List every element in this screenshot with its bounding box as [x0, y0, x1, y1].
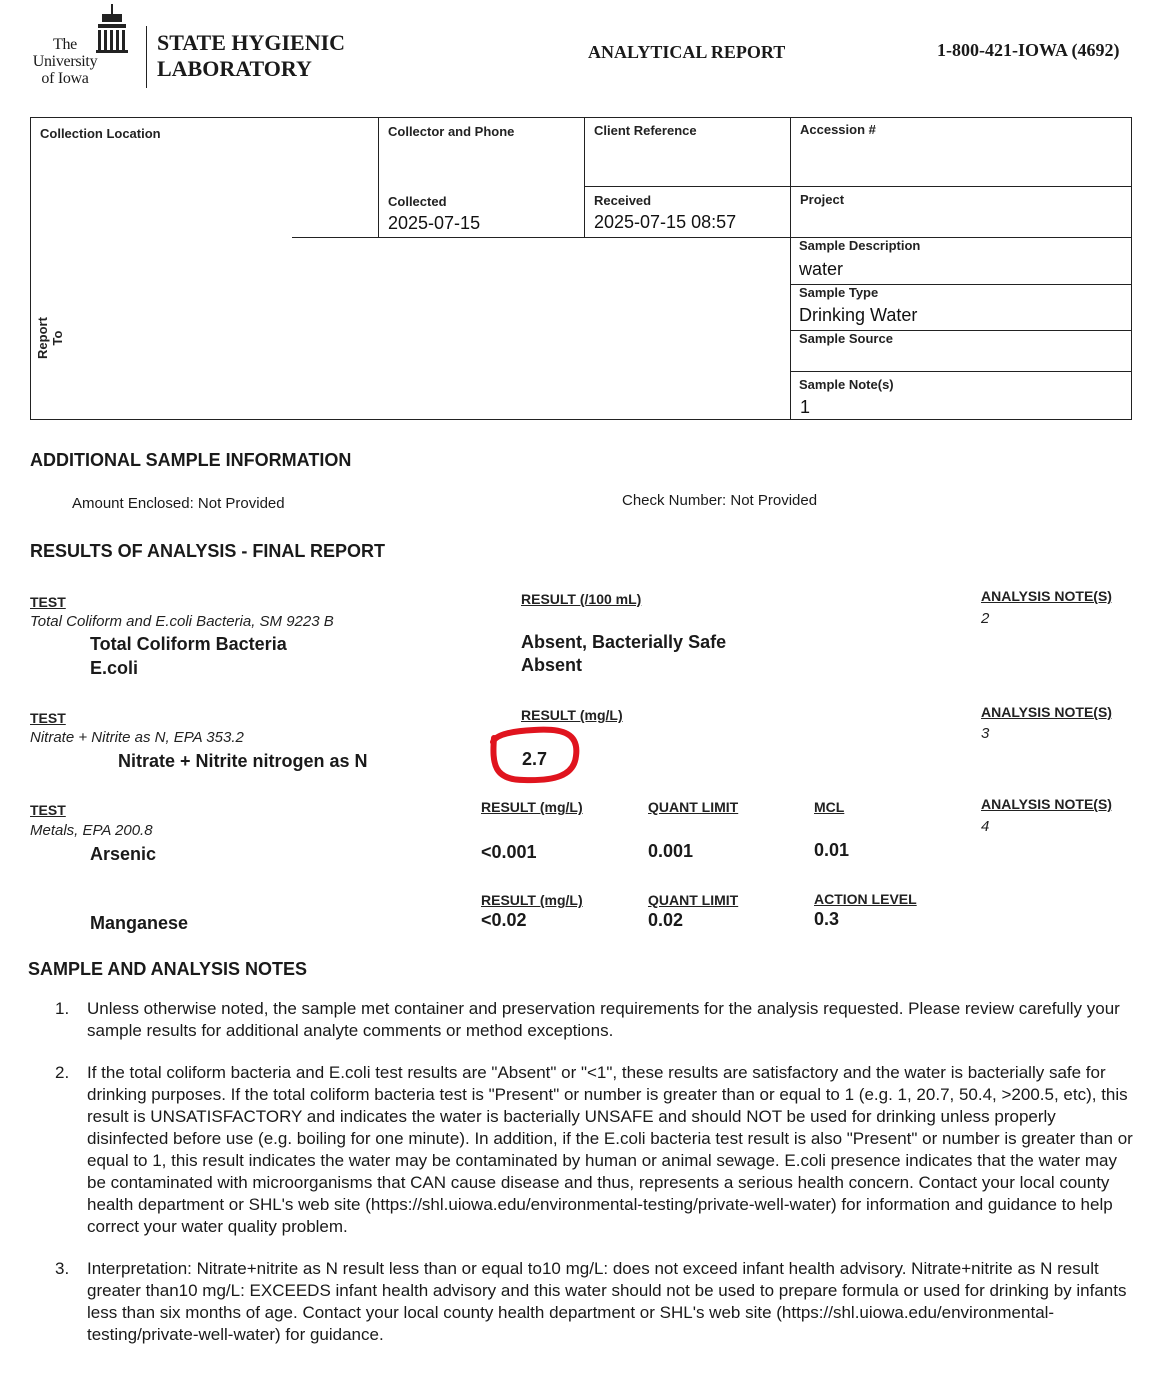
sample-description-value: water	[799, 259, 844, 279]
results-heading: RESULTS OF ANALYSIS - FINAL REPORT	[30, 541, 386, 561]
nitrate-note: 3	[981, 725, 990, 742]
sample-type-value: Drinking Water	[799, 305, 918, 325]
sample-info-box	[30, 117, 1132, 420]
coliform-notes-header: ANALYSIS NOTE(S)	[981, 588, 1112, 604]
report-title: ANALYTICAL REPORT	[588, 42, 786, 62]
note-number: 1.	[55, 999, 70, 1018]
arsenic-result: <0.001	[481, 842, 537, 862]
sample-type-label: Sample Type	[799, 285, 879, 300]
note-item	[50, 1258, 1135, 1346]
report-to-label: Report To	[35, 317, 65, 359]
coliform-analyte: Total Coliform Bacteria	[90, 634, 287, 654]
lab-phone: 1-800-421-IOWA (4692)	[937, 40, 1120, 60]
arsenic-mcl-header: MCL	[814, 799, 845, 815]
metals-notes-header: ANALYSIS NOTE(S)	[981, 796, 1112, 812]
collection-location-label: Collection Location	[40, 126, 161, 141]
nitrate-method: Nitrate + Nitrite as N, EPA 353.2	[30, 729, 244, 746]
collected-value: 2025-07-15	[388, 213, 481, 233]
coliform-test-header: TEST	[30, 594, 66, 610]
lab-name-line2: LABORATORY	[157, 56, 312, 81]
collector-phone-label: Collector and Phone	[388, 124, 515, 139]
nitrate-test-header: TEST	[30, 710, 66, 726]
project-label: Project	[800, 192, 845, 207]
metals-method: Metals, EPA 200.8	[30, 822, 153, 839]
ecoli-result: Absent	[521, 655, 583, 675]
arsenic-quant-limit: 0.001	[648, 841, 694, 861]
metals-note: 4	[981, 818, 990, 835]
coliform-result-header: RESULT (/100 mL)	[521, 591, 642, 607]
note-number: 3.	[55, 1259, 70, 1278]
check-number: Check Number: Not Provided	[622, 492, 818, 509]
note-text: If the total coliform bacteria and E.coli test results are "Absent" or "<1", these results are satisfactory and the water is bacterially safe for drinking purposes. If the total coliform bacteria test is "Present" or number is greater than or equal to 1 (e.g. 1, 20.7, 50.4, >200.5, etc), this result is UNSATISFACTORY and indicates the water is bacterially UNSAFE and should NOT be used for drinking unless properly disinfected before use (e.g. boiling for one minute). In addition, if the E.coli bacteria test result is also "Present" or number is greater than or equal to 1, this result indicates the water may be contaminated by human or animal sewage. E.coli presence indicates that the water may be contaminated with microorganisms that CAN cause disease and thus, represents a serious health concern. Contact your local county health department or SHL's web site (https://shl.uiowa.edu/environmental-testing/private-well-water) for information and guidance to help correct your water quality problem.	[87, 1063, 1133, 1236]
note-text: Unless otherwise noted, the sample met container and preservation requirements for the analysis requested. Please review carefully your sample results for additional analyte comments or method exceptions.	[87, 999, 1120, 1040]
client-reference-label: Client Reference	[594, 123, 697, 138]
arsenic-result-header: RESULT (mg/L)	[481, 799, 583, 815]
coliform-result: Absent, Bacterially Safe	[521, 632, 727, 652]
arsenic-mcl: 0.01	[814, 840, 850, 860]
received-value: 2025-07-15 08:57	[594, 212, 737, 232]
manganese-quant-header: QUANT LIMIT	[648, 892, 739, 908]
university-logo-text: The University of Iowa	[32, 36, 98, 87]
coliform-method: Total Coliform and E.coli Bacteria, SM 9223 B	[30, 613, 334, 630]
received-label: Received	[594, 193, 652, 208]
arsenic-quant-header: QUANT LIMIT	[648, 799, 739, 815]
nitrate-result-header: RESULT (mg/L)	[521, 707, 623, 723]
ecoli-analyte: E.coli	[90, 658, 139, 678]
arsenic-analyte: Arsenic	[90, 844, 157, 864]
metals-test-header: TEST	[30, 802, 66, 818]
collected-label: Collected	[388, 194, 447, 209]
manganese-action-header: ACTION LEVEL	[814, 891, 917, 907]
manganese-result-header: RESULT (mg/L)	[481, 892, 583, 908]
manganese-quant-limit: 0.02	[648, 910, 684, 930]
lab-name-line1: STATE HYGIENIC	[157, 30, 346, 55]
coliform-note: 2	[981, 610, 990, 627]
sample-source-label: Sample Source	[799, 331, 893, 346]
red-circle-annotation	[484, 724, 586, 786]
notes-heading: SAMPLE AND ANALYSIS NOTES	[28, 959, 308, 979]
amount-enclosed: Amount Enclosed: Not Provided	[72, 495, 285, 512]
note-item	[50, 998, 1135, 1042]
sample-description-label: Sample Description	[799, 238, 921, 253]
note-item	[50, 1062, 1135, 1238]
nitrate-result: 2.7	[522, 749, 548, 769]
nitrate-analyte: Nitrate + Nitrite nitrogen as N	[118, 751, 368, 771]
university-logo	[28, 2, 140, 90]
note-number: 2.	[55, 1063, 70, 1082]
notes-list	[50, 998, 1135, 1366]
manganese-action-level: 0.3	[814, 909, 840, 929]
manganese-analyte: Manganese	[90, 913, 189, 933]
accession-label: Accession #	[800, 122, 876, 137]
nitrate-notes-header: ANALYSIS NOTE(S)	[981, 704, 1112, 720]
note-text: Interpretation: Nitrate+nitrite as N result less than or equal to10 mg/L: does not exceed infant health advisory. Nitrate+nitrite as N result greater than10 mg/L: EXCEEDS infant health advisory and this water should not be used to prepare formula or used for drinking by infants less than six months of age. Contact your local county health department or SHL's web site (https://shl.uiowa.edu/environmental-testing/private-well-water) for guidance.	[87, 1259, 1127, 1344]
manganese-result: <0.02	[481, 910, 527, 930]
additional-info-heading: ADDITIONAL SAMPLE INFORMATION	[30, 450, 352, 470]
sample-notes-label: Sample Note(s)	[799, 377, 894, 392]
sample-notes-value: 1	[800, 397, 811, 417]
